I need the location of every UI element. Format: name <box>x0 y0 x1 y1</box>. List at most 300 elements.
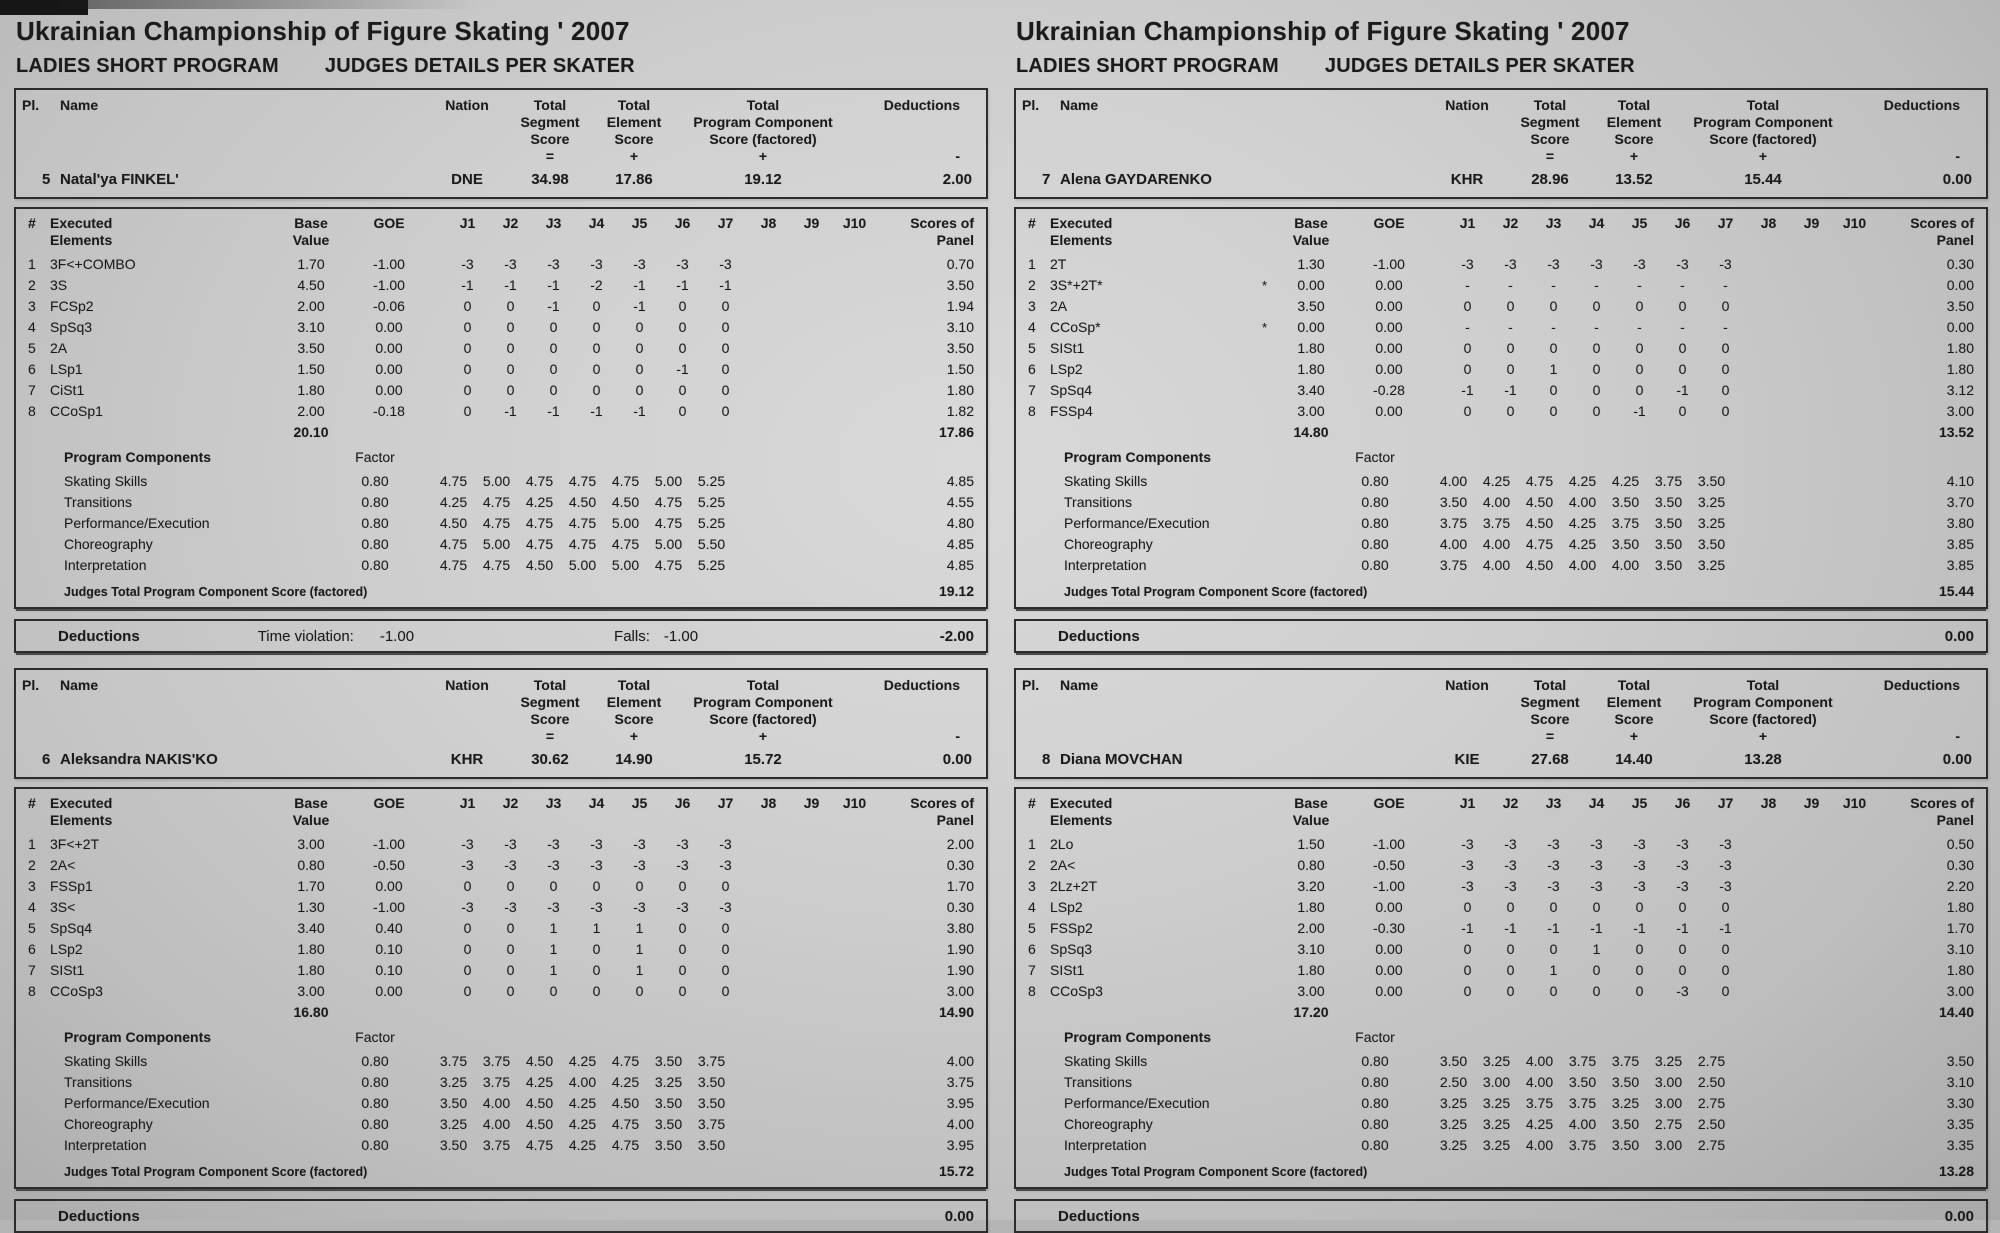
element-judge-scores <box>446 256 876 272</box>
component-row <box>1024 1095 1978 1116</box>
judge-column-header: J4 <box>575 795 618 829</box>
judge-score: -3 <box>1532 878 1575 894</box>
skater-place: 6 <box>22 751 60 768</box>
component-row <box>1024 494 1978 515</box>
component-judge-score: 3.50 <box>1604 1074 1647 1090</box>
element-name: SpSq4 <box>50 920 262 936</box>
element-base-value: 1.80 <box>1276 361 1346 377</box>
header-label-line: Score <box>506 131 594 148</box>
component-name: Choreography <box>64 1116 332 1132</box>
component-judge-score: 4.00 <box>1604 557 1647 573</box>
header-label-line: - <box>1852 728 1976 745</box>
judge-score <box>1790 836 1833 852</box>
element-number: 2 <box>24 277 50 293</box>
component-row <box>1024 557 1978 578</box>
total-segment-score: 30.62 <box>506 751 594 768</box>
header-label-line: Element <box>594 114 674 131</box>
judge-score: -1 <box>1446 920 1489 936</box>
element-name: CCoSp3 <box>1050 983 1262 999</box>
header-label-line: Name <box>1060 97 1428 114</box>
judge-score: 0 <box>1446 899 1489 915</box>
component-judge-score: 3.50 <box>1432 494 1475 510</box>
judge-score: 0 <box>489 920 532 936</box>
judge-score: 0 <box>489 962 532 978</box>
skater-name: Natal'ya FINKEL' <box>60 171 428 188</box>
component-judge-score: 3.50 <box>1690 473 1733 489</box>
goe-header: GOE <box>346 795 432 829</box>
header-label-spacer <box>1852 711 1976 728</box>
component-factor: 0.80 <box>332 1053 418 1069</box>
judge-score: 1 <box>532 920 575 936</box>
component-panel-score: 3.35 <box>1862 1137 1978 1153</box>
judge-column-header: J10 <box>1833 215 1876 249</box>
judge-score: -3 <box>618 857 661 873</box>
component-judge-scores <box>1432 536 1862 552</box>
header-label-line: Pl. <box>22 97 60 114</box>
judge-column-header: J3 <box>1532 215 1575 249</box>
judge-score: 0 <box>704 361 747 377</box>
component-name: Skating Skills <box>1064 473 1332 489</box>
base-value-header <box>1276 795 1346 829</box>
component-judge-scores <box>1432 1116 1862 1132</box>
judge-score: -3 <box>1618 256 1661 272</box>
component-judge-score: 3.50 <box>1561 1074 1604 1090</box>
component-judge-score: 4.50 <box>518 1116 561 1132</box>
component-factor: 0.80 <box>1332 494 1418 510</box>
element-number: 3 <box>24 878 50 894</box>
component-judge-score: 5.25 <box>690 473 733 489</box>
element-row <box>1024 361 1978 382</box>
element-row <box>24 340 978 361</box>
judge-column-header: J3 <box>532 215 575 249</box>
element-base-value: 3.10 <box>1276 941 1346 957</box>
component-name: Transitions <box>1064 494 1332 510</box>
judge-score <box>747 298 790 314</box>
competition-title: Ukrainian Championship of Figure Skating ' 2007 <box>1016 16 1988 47</box>
nation-label <box>428 677 506 745</box>
judge-score <box>790 298 833 314</box>
judge-score: 0 <box>661 983 704 999</box>
component-judge-score: 4.25 <box>561 1116 604 1132</box>
component-judge-scores <box>432 1095 862 1111</box>
component-row <box>24 1137 978 1158</box>
judge-score: 0 <box>489 983 532 999</box>
element-base-value: 1.80 <box>276 382 346 398</box>
judge-column-header: J8 <box>1747 795 1790 829</box>
element-judge-scores <box>446 941 876 957</box>
elements-header-row <box>1024 795 1978 829</box>
judge-column-header: J3 <box>532 795 575 829</box>
component-judge-empty <box>776 1074 819 1090</box>
judge-score <box>747 962 790 978</box>
judge-score: 0 <box>1575 403 1618 419</box>
judge-score: 0 <box>1489 340 1532 356</box>
judge-score: -3 <box>1446 256 1489 272</box>
judge-score: 1 <box>532 962 575 978</box>
judge-score <box>1790 361 1833 377</box>
judge-score: -3 <box>575 836 618 852</box>
element-row <box>24 857 978 878</box>
component-judge-score: 4.75 <box>518 473 561 489</box>
component-factor: 0.80 <box>332 1074 418 1090</box>
judge-score: 0 <box>489 340 532 356</box>
element-base-value: 3.00 <box>276 836 346 852</box>
judge-score: 0 <box>446 382 489 398</box>
base-value-total: 14.80 <box>1276 424 1346 440</box>
judge-score: - <box>1575 277 1618 293</box>
component-judge-score: 4.00 <box>561 1074 604 1090</box>
element-goe: -1.00 <box>1346 836 1432 852</box>
element-row <box>24 836 978 857</box>
panel-score: 3.12 <box>1876 382 1978 398</box>
header-label-line: - <box>852 728 976 745</box>
summary-header-row <box>22 97 976 165</box>
component-judge-score: 4.75 <box>432 536 475 552</box>
judge-score <box>1747 361 1790 377</box>
deductions-bar-label: Deductions <box>1058 1208 1140 1225</box>
component-judge-score: 4.75 <box>561 536 604 552</box>
panel-score: 0.30 <box>1876 857 1978 873</box>
base-value-header <box>276 795 346 829</box>
judge-score: -3 <box>1661 878 1704 894</box>
component-judge-score: 4.50 <box>432 515 475 531</box>
judge-score: 0 <box>704 403 747 419</box>
judge-score: -1 <box>532 403 575 419</box>
judge-column-header: J9 <box>790 795 833 829</box>
component-judge-score: 3.75 <box>1475 515 1518 531</box>
element-goe: -1.00 <box>1346 878 1432 894</box>
header-label-line: Score <box>506 711 594 728</box>
judge-score <box>1790 899 1833 915</box>
judge-score: -1 <box>661 277 704 293</box>
component-judge-score: 4.25 <box>518 1074 561 1090</box>
judge-score: -1 <box>661 361 704 377</box>
judge-score: 0 <box>532 319 575 335</box>
judge-score: 0 <box>661 298 704 314</box>
judge-score: 0 <box>1446 298 1489 314</box>
panel-score: 0.50 <box>1876 836 1978 852</box>
judge-score: 0 <box>532 340 575 356</box>
header-label-spacer <box>852 711 976 728</box>
component-judge-score: 2.50 <box>1690 1116 1733 1132</box>
judge-score: -3 <box>1661 256 1704 272</box>
judge-column-header: J6 <box>661 795 704 829</box>
component-panel-score: 4.85 <box>862 473 978 489</box>
deductions-bar <box>1014 619 1988 653</box>
judge-score: -3 <box>1661 983 1704 999</box>
scores-of-panel-header <box>876 215 978 249</box>
panel-score: 3.50 <box>876 277 978 293</box>
element-goe: 0.00 <box>1346 403 1432 419</box>
judge-score <box>790 878 833 894</box>
judge-score: -3 <box>1532 857 1575 873</box>
header-label-line: Score <box>1594 131 1674 148</box>
pcs-total-label: Judges Total Program Component Score (factored) <box>64 585 367 599</box>
header-label-line: = <box>506 728 594 745</box>
header-label-line: + <box>594 728 674 745</box>
component-judge-empty <box>1733 494 1776 510</box>
header-label-line: Segment <box>1506 694 1594 711</box>
element-base-value: 1.50 <box>276 361 346 377</box>
judge-score: -3 <box>1704 857 1747 873</box>
component-judge-score: 3.50 <box>690 1074 733 1090</box>
judge-column-header: J2 <box>1489 215 1532 249</box>
deductions-bar-total: 0.00 <box>1945 1208 1978 1225</box>
element-name: FSSp1 <box>50 878 262 894</box>
panel-score: 1.80 <box>1876 962 1978 978</box>
component-row <box>24 1116 978 1137</box>
component-judge-score: 4.50 <box>518 557 561 573</box>
judge-score: -3 <box>1618 857 1661 873</box>
element-judge-scores <box>446 298 876 314</box>
judge-score: 0 <box>446 941 489 957</box>
header-label-line: Score (factored) <box>1674 711 1852 728</box>
competition-title: Ukrainian Championship of Figure Skating ' 2007 <box>16 16 988 47</box>
header-label-line: = <box>506 148 594 165</box>
element-number: 2 <box>1024 277 1050 293</box>
component-name: Choreography <box>64 536 332 552</box>
judge-score <box>1790 256 1833 272</box>
element-goe: -1.00 <box>346 836 432 852</box>
header-label-spacer <box>852 131 976 148</box>
star-column-header <box>1262 215 1276 249</box>
component-judge-empty <box>1776 1137 1819 1153</box>
component-score-header <box>674 97 852 165</box>
components-section-label: Program Components <box>1064 1029 1332 1045</box>
judge-score: - <box>1704 277 1747 293</box>
judge-score: 0 <box>532 382 575 398</box>
element-name: LSp1 <box>50 361 262 377</box>
header-label-line: Pl. <box>1022 97 1060 114</box>
judge-score <box>747 878 790 894</box>
nation-label <box>1428 677 1506 745</box>
component-judge-empty <box>1733 1053 1776 1069</box>
judge-score: -1 <box>1618 403 1661 419</box>
element-judge-scores <box>1446 899 1876 915</box>
element-base-value: 1.80 <box>276 941 346 957</box>
judge-column-header: J1 <box>446 215 489 249</box>
panel-score: 3.00 <box>1876 983 1978 999</box>
component-judge-empty <box>733 1074 776 1090</box>
component-name: Transitions <box>64 494 332 510</box>
element-base-value: 2.00 <box>276 403 346 419</box>
pcs-total-row <box>24 583 978 599</box>
component-panel-score: 4.00 <box>862 1053 978 1069</box>
total-segment-score: 28.96 <box>1506 171 1594 188</box>
judge-score: -3 <box>1532 836 1575 852</box>
component-judge-score: 3.75 <box>475 1053 518 1069</box>
element-number: 3 <box>1024 878 1050 894</box>
component-judge-empty <box>733 557 776 573</box>
component-row <box>1024 473 1978 494</box>
component-judge-empty <box>819 515 862 531</box>
component-name: Interpretation <box>64 557 332 573</box>
component-judge-score: 4.25 <box>604 1074 647 1090</box>
judge-column-header: J5 <box>1618 215 1661 249</box>
component-judge-empty <box>1819 536 1862 552</box>
judge-score: 0 <box>618 361 661 377</box>
judge-score <box>747 941 790 957</box>
components-header-row <box>1024 1029 1978 1053</box>
skater-nation: KHR <box>428 751 506 768</box>
element-base-value: 0.00 <box>1276 277 1346 293</box>
judge-score <box>747 920 790 936</box>
elements-hash-header: # <box>1024 215 1050 249</box>
component-judge-empty <box>1776 1074 1819 1090</box>
component-judge-score: 5.25 <box>690 494 733 510</box>
element-judge-scores <box>1446 836 1876 852</box>
panel-score: 3.50 <box>876 340 978 356</box>
judge-score: -1 <box>532 298 575 314</box>
judge-score: -3 <box>532 899 575 915</box>
element-name: 2Lo <box>1050 836 1262 852</box>
judge-score: -3 <box>1575 878 1618 894</box>
element-number: 8 <box>1024 403 1050 419</box>
component-name: Performance/Execution <box>64 515 332 531</box>
component-judge-score: 4.75 <box>475 557 518 573</box>
judge-score <box>1833 836 1876 852</box>
header-label-line: Total <box>674 677 852 694</box>
component-row <box>24 494 978 515</box>
judge-score: 0 <box>1532 382 1575 398</box>
judge-score: - <box>1618 319 1661 335</box>
judge-score <box>833 920 876 936</box>
judge-column-header: J9 <box>1790 215 1833 249</box>
scores-of-panel-header <box>1876 215 1978 249</box>
element-goe: 0.00 <box>346 319 432 335</box>
component-judge-score: 4.50 <box>1518 557 1561 573</box>
header-label-line: Score (factored) <box>674 131 852 148</box>
deductions-bar <box>14 619 988 653</box>
factor-label: Factor <box>332 449 418 465</box>
header-label-line: Element <box>1594 694 1674 711</box>
judge-score <box>833 836 876 852</box>
judge-score <box>833 899 876 915</box>
judge-score: 0 <box>1575 298 1618 314</box>
judge-score <box>833 277 876 293</box>
judge-column-header: J9 <box>790 215 833 249</box>
judge-score <box>1833 382 1876 398</box>
judge-score: -3 <box>1489 836 1532 852</box>
element-judge-scores <box>446 277 876 293</box>
element-base-value: 4.50 <box>276 277 346 293</box>
component-name: Skating Skills <box>64 473 332 489</box>
judge-score <box>1790 983 1833 999</box>
element-judge-scores <box>446 340 876 356</box>
element-goe: 0.00 <box>1346 899 1432 915</box>
judge-score <box>1790 298 1833 314</box>
judge-score: 0 <box>1532 941 1575 957</box>
judge-score: - <box>1575 319 1618 335</box>
header-label-line: Score <box>1506 131 1594 148</box>
judge-score: 0 <box>1489 962 1532 978</box>
components-section-label: Program Components <box>64 449 332 465</box>
segment-title: LADIES SHORT PROGRAM <box>1016 55 1279 78</box>
executed-elements-header <box>1050 795 1262 829</box>
judge-score <box>790 920 833 936</box>
header-label-line: + <box>674 148 852 165</box>
pl-label <box>22 97 60 165</box>
component-judge-score: 2.75 <box>1690 1053 1733 1069</box>
judge-column-header: J8 <box>747 215 790 249</box>
judge-score: -1 <box>1704 920 1747 936</box>
judge-score: -2 <box>575 277 618 293</box>
component-judge-score: 2.50 <box>1690 1074 1733 1090</box>
base-value-line1: Base <box>276 795 346 812</box>
factor-label: Factor <box>1332 449 1418 465</box>
component-judge-score: 4.00 <box>1475 536 1518 552</box>
deductions-bar <box>14 1199 988 1233</box>
header-label-line: Total <box>1594 97 1674 114</box>
element-name: FSSp4 <box>1050 403 1262 419</box>
scores-of-panel-line2: Panel <box>876 812 974 829</box>
judge-score <box>1833 277 1876 293</box>
judge-score: -3 <box>1446 878 1489 894</box>
element-name: 2A< <box>50 857 262 873</box>
panel-score: 1.80 <box>1876 899 1978 915</box>
element-number: 5 <box>1024 920 1050 936</box>
judge-headers <box>446 795 876 829</box>
judge-score: -3 <box>661 899 704 915</box>
judge-score: 0 <box>704 878 747 894</box>
executed-elements-line1: Executed <box>50 795 262 812</box>
report-title: JUDGES DETAILS PER SKATER <box>1325 55 1635 78</box>
judge-score: -3 <box>1446 836 1489 852</box>
elements-hash-header: # <box>24 215 50 249</box>
header-label-line: Segment <box>506 114 594 131</box>
judge-score: 1 <box>575 920 618 936</box>
skater-panel-gaydarenko <box>1000 0 2000 652</box>
judge-score <box>790 382 833 398</box>
judge-score: 0 <box>575 983 618 999</box>
judge-score: 0 <box>1446 962 1489 978</box>
name-label <box>1060 677 1428 745</box>
component-judge-score: 4.75 <box>518 515 561 531</box>
judge-score: 0 <box>1704 340 1747 356</box>
component-name: Transitions <box>1064 1074 1332 1090</box>
panel-score: 1.50 <box>876 361 978 377</box>
goe-header: GOE <box>1346 795 1432 829</box>
component-judge-score: 3.75 <box>690 1116 733 1132</box>
skater-name: Diana MOVCHAN <box>1060 751 1428 768</box>
judge-column-header: J8 <box>747 795 790 829</box>
judge-score <box>790 983 833 999</box>
component-factor: 0.80 <box>332 473 418 489</box>
element-goe: -0.30 <box>1346 920 1432 936</box>
judge-score <box>1747 941 1790 957</box>
element-base-value: 0.00 <box>1276 319 1346 335</box>
star-column-header <box>1262 795 1276 829</box>
component-name: Performance/Execution <box>1064 1095 1332 1111</box>
judge-score: - <box>1446 319 1489 335</box>
element-name: SISt1 <box>1050 340 1262 356</box>
header-label-line: Segment <box>506 694 594 711</box>
header-label-line: Deductions <box>1852 97 1976 114</box>
element-number: 3 <box>24 298 50 314</box>
component-judge-scores <box>432 1137 862 1153</box>
component-judge-scores <box>432 515 862 531</box>
component-judge-empty <box>1819 1053 1862 1069</box>
judge-score: 0 <box>1661 941 1704 957</box>
component-judge-empty <box>819 473 862 489</box>
judge-score: 0 <box>1661 340 1704 356</box>
judge-score <box>833 403 876 419</box>
deductions-bar-label: Deductions <box>58 628 140 645</box>
element-number: 6 <box>1024 941 1050 957</box>
judge-score: 1 <box>1532 361 1575 377</box>
judge-score: 0 <box>1704 382 1747 398</box>
judge-score <box>1790 878 1833 894</box>
